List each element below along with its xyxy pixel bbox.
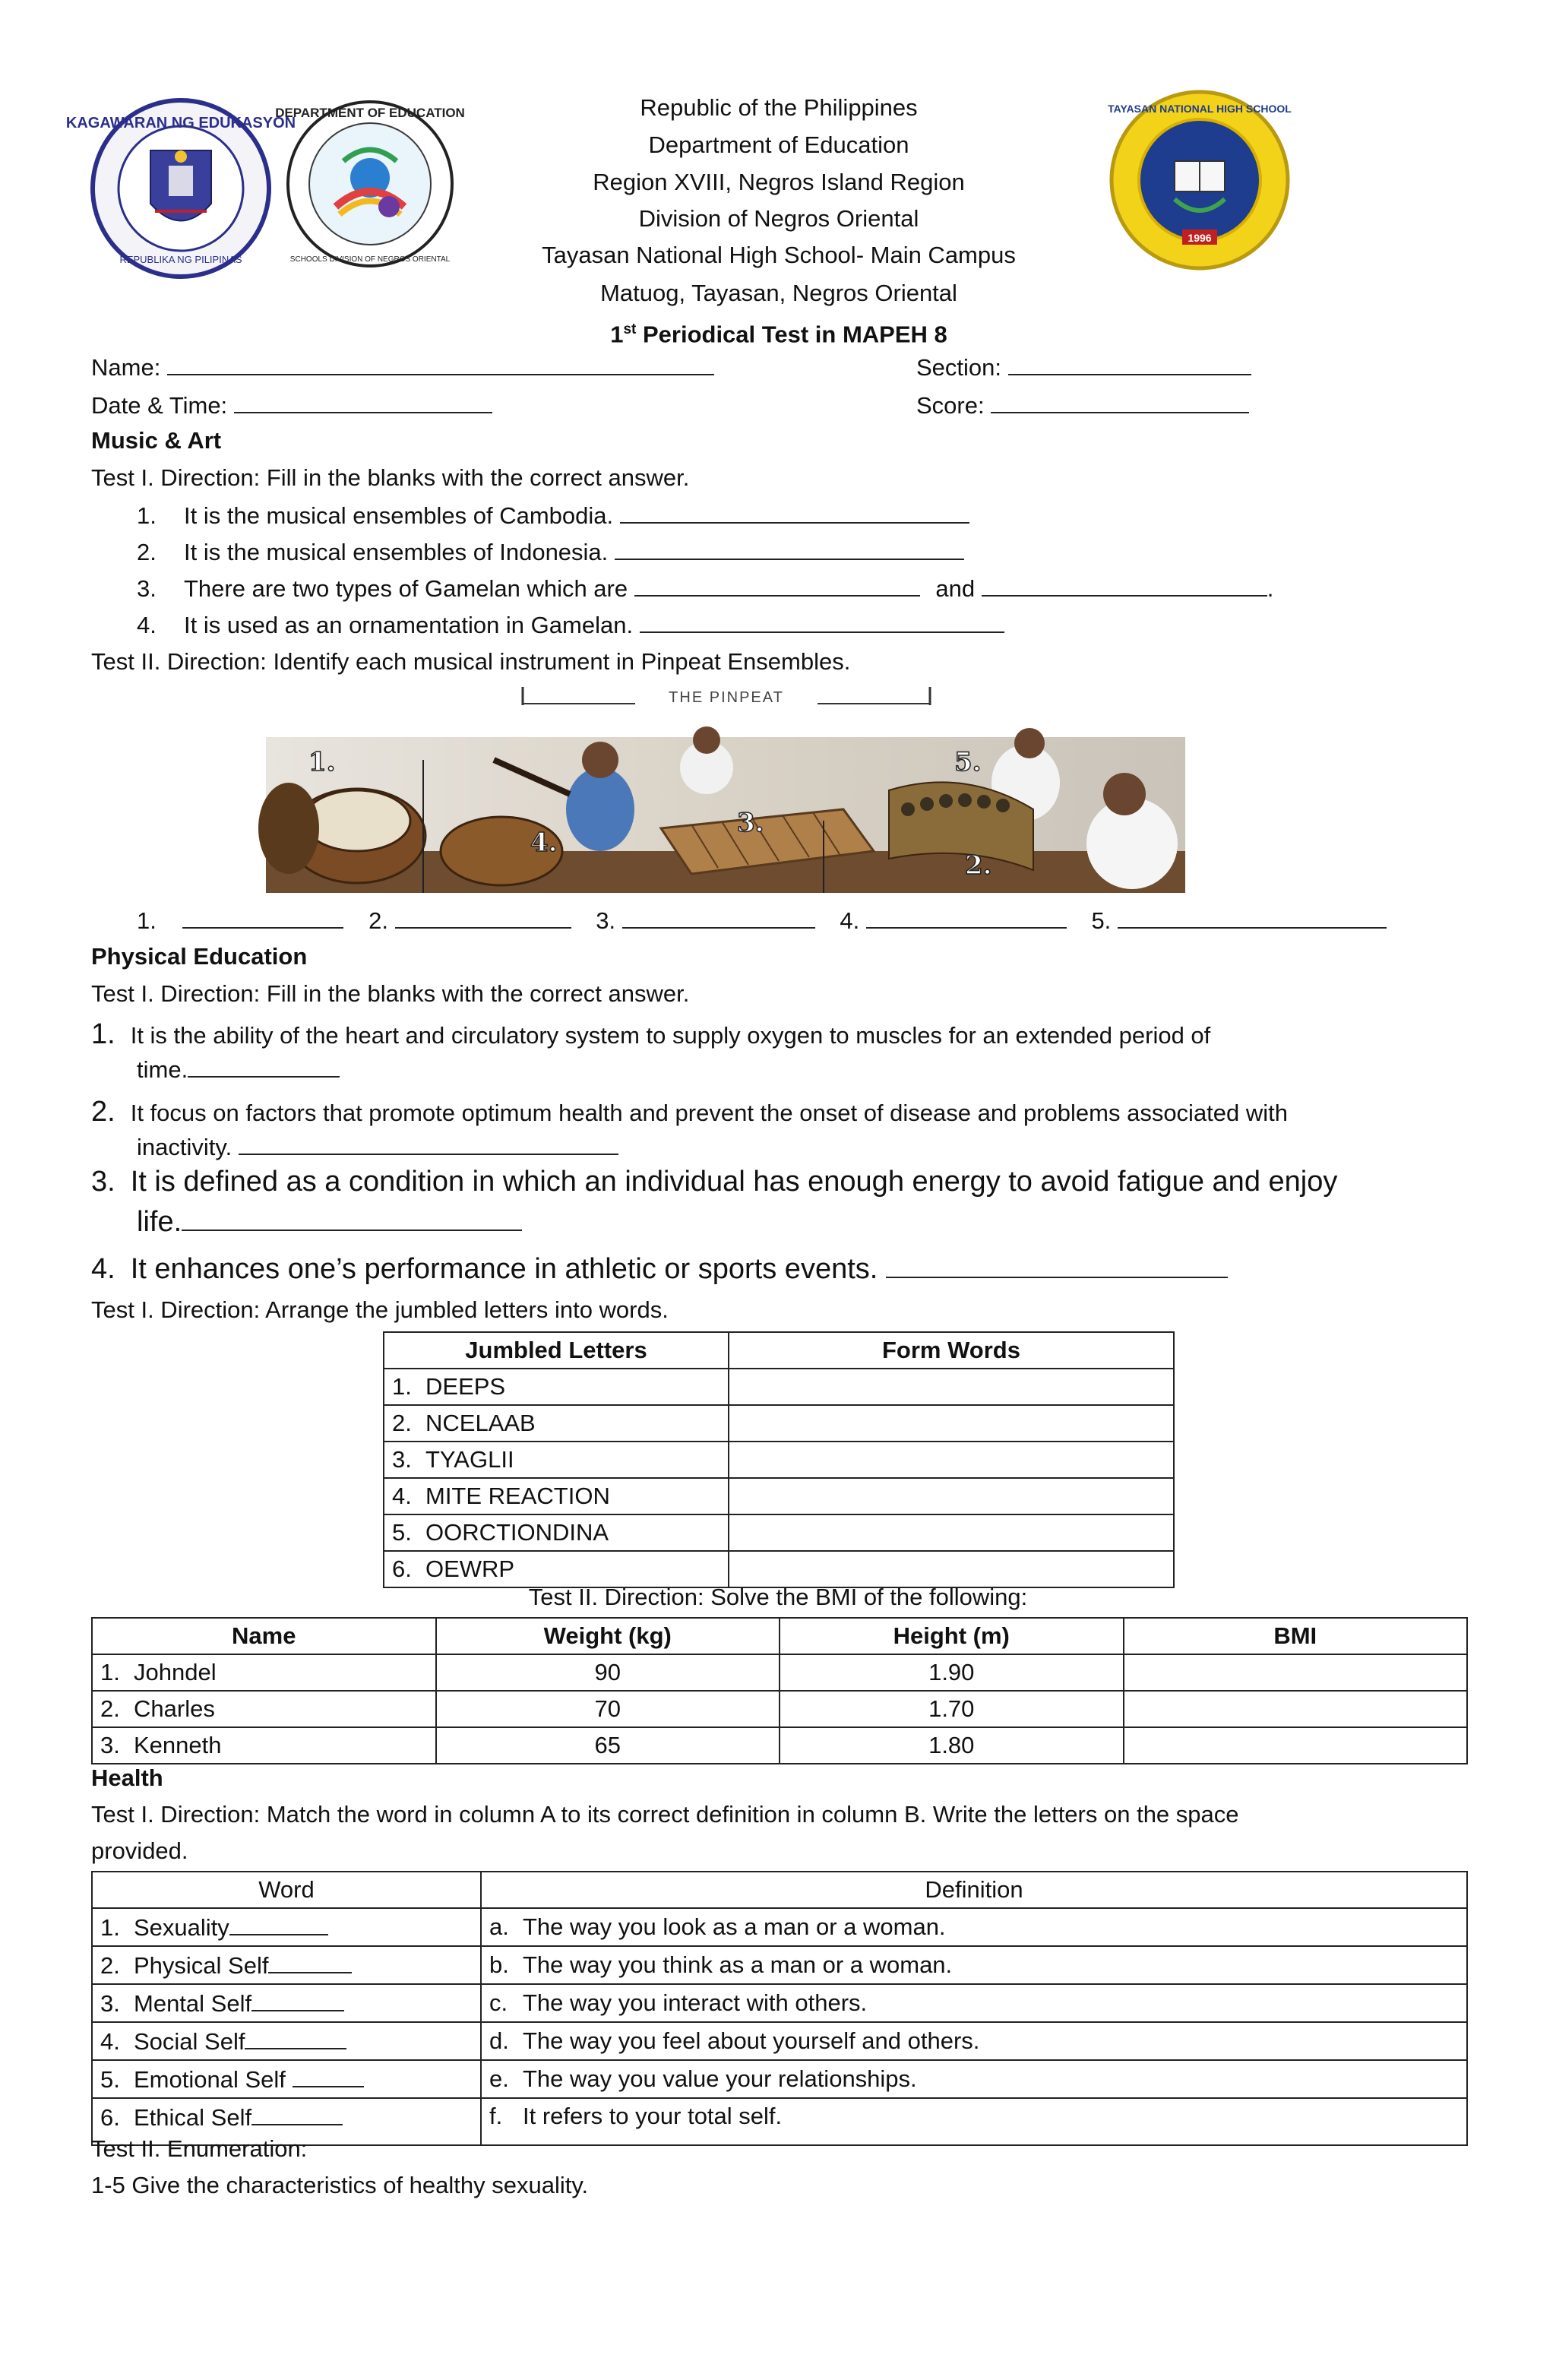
pe-item-4: 4. It enhances one’s performance in athletic or sports events.: [91, 1248, 1228, 1288]
column-header-weight: Weight (kg): [436, 1618, 780, 1654]
table-row: 1. DEEPS: [384, 1369, 1174, 1405]
answer-blank[interactable]: [1118, 904, 1387, 929]
table-row: 2. NCELAAB: [384, 1405, 1174, 1442]
music-test2-direction: Test II. Direction: Identify each musical instrument in Pinpeat Ensembles.: [91, 648, 851, 675]
pe-item-3: 3. It is defined as a condition in which an individual has enough energy to avoid fatigue and enjoy life.: [91, 1166, 1338, 1238]
answer-cell[interactable]: [729, 1369, 1174, 1405]
column-header-word: Word: [92, 1872, 481, 1908]
music-art-heading: Music & Art: [91, 427, 222, 454]
answer-blank[interactable]: [620, 499, 969, 524]
name-field[interactable]: Name:: [91, 351, 714, 383]
answer-cell[interactable]: [1124, 1727, 1468, 1764]
pe-item-2: 2. It focus on factors that promote optimum health and prevent the onset of disease and problems associated with inactivity.: [91, 1096, 1289, 1160]
answer-blank[interactable]: [615, 536, 964, 560]
answer-blank[interactable]: [251, 2101, 343, 2125]
answer-cell[interactable]: [729, 1514, 1174, 1551]
music-test1-direction: Test I. Direction: Fill in the blanks with the correct answer.: [91, 464, 690, 491]
photo-label-4: 4.: [530, 828, 558, 858]
header-region: Region XVIII, Negros Island Region: [593, 169, 965, 195]
answer-blank[interactable]: [634, 572, 920, 597]
table-row: 6. OEWRP: [384, 1551, 1174, 1587]
school-seal-logo: [1106, 85, 1293, 275]
answer-cell[interactable]: [729, 1442, 1174, 1478]
header-address: Matuog, Tayasan, Negros Oriental: [600, 280, 957, 306]
table-header-row: [92, 1872, 1467, 1908]
column-header-form-words: Form Words: [729, 1332, 1174, 1369]
answer-blank[interactable]: [886, 1248, 1228, 1278]
matching-table: [91, 1871, 1468, 2146]
column-header-height: Height (m): [780, 1618, 1124, 1654]
pinpeat-caption: THE PINPEAT: [669, 689, 784, 706]
answer-blank[interactable]: [229, 1911, 328, 1935]
photo-label-3: 3.: [737, 808, 764, 838]
health-test1-direction-line2: provided.: [91, 1837, 188, 1864]
score-field[interactable]: Score:: [916, 389, 1249, 421]
music-item-3: 3. There are two types of Gamelan which are and .: [137, 572, 1273, 604]
table-row: 1. Sexuality a. The way you look as a man or a woman.: [92, 1908, 1467, 1946]
table-row: 4. MITE REACTION: [384, 1478, 1174, 1514]
pe-jumble-direction: Test I. Direction: Arrange the jumbled letters into words.: [91, 1296, 669, 1323]
music-item-1: 1. It is the musical ensembles of Cambodia.: [137, 499, 969, 531]
table-row: 5. OORCTIONDINA: [384, 1514, 1174, 1551]
answer-cell[interactable]: [729, 1478, 1174, 1514]
health-test2-item: 1-5 Give the characteristics of healthy sexuality.: [91, 2172, 589, 2198]
pinpeat-caption-bracket: [521, 684, 931, 710]
answer-blank[interactable]: [982, 572, 1267, 597]
header-division: Division of Negros Oriental: [638, 205, 919, 232]
bmi-direction: Test II. Direction: Solve the BMI of the following:: [528, 1584, 1028, 1610]
pe-test1-direction: Test I. Direction: Fill in the blanks with the correct answer.: [91, 980, 690, 1007]
answer-blank[interactable]: [268, 1949, 352, 1973]
answer-blank[interactable]: [182, 904, 343, 929]
deped-seal-logo: [65, 97, 296, 280]
answer-blank[interactable]: [188, 1053, 340, 1078]
answer-blank[interactable]: [182, 1201, 522, 1231]
column-header-bmi: BMI: [1124, 1618, 1468, 1654]
table-header-row: [384, 1332, 1174, 1369]
table-row: 6. Ethical Self f. It refers to your total self.: [92, 2098, 1467, 2145]
photo-label-5: 5.: [954, 747, 982, 777]
table-row: 5. Emotional Self e. The way you value your relationships.: [92, 2060, 1467, 2098]
division-logo-bottom-text: SCHOOLS DIVISION OF NEGROS ORIENTAL: [289, 255, 451, 264]
answer-cell[interactable]: [729, 1405, 1174, 1442]
music-item-2: 2. It is the musical ensembles of Indonesia.: [137, 536, 964, 568]
answer-blank[interactable]: [622, 904, 815, 929]
jumbled-letters-table: [383, 1331, 1175, 1588]
answer-blank[interactable]: [239, 1131, 618, 1155]
school-seal-year: 1996: [1188, 232, 1212, 244]
answer-blank[interactable]: [640, 609, 1004, 633]
column-header-name: Name: [92, 1618, 436, 1654]
pinpeat-photo: [266, 737, 1185, 893]
datetime-field[interactable]: Date & Time:: [91, 389, 492, 421]
header-school: Tayasan National High School- Main Campus: [542, 242, 1016, 268]
division-logo-text: DEPARTMENT OF EDUCATION: [275, 106, 465, 120]
answer-blank[interactable]: [251, 1987, 344, 2011]
answer-cell[interactable]: [1124, 1654, 1468, 1691]
page-title: 1st Periodical Test in MAPEH 8: [610, 321, 947, 348]
header-department: Department of Education: [648, 131, 909, 158]
table-row: 3. Kenneth 65 1.80: [92, 1727, 1467, 1764]
header-republic: Republic of the Philippines: [640, 94, 918, 121]
table-row: 3. TYAGLII: [384, 1442, 1174, 1478]
table-header-row: [92, 1618, 1467, 1654]
school-seal-text: TAYASAN NATIONAL HIGH SCHOOL: [1108, 103, 1292, 115]
answer-blank[interactable]: [395, 904, 571, 929]
pe-heading: Physical Education: [91, 943, 308, 970]
music-item-4: 4. It is used as an ornamentation in Gamelan.: [137, 609, 1004, 641]
answer-blank[interactable]: [245, 2025, 346, 2049]
deped-seal-bottom-text: REPUBLIKA NG PILIPINAS: [119, 254, 242, 265]
table-row: 4. Social Self d. The way you feel about yourself and others.: [92, 2022, 1467, 2060]
table-row: 2. Charles 70 1.70: [92, 1691, 1467, 1727]
photo-label-2: 2.: [965, 850, 992, 881]
health-test1-direction-line1: Test I. Direction: Match the word in column A to its correct definition in column B. Write the letters on the space: [91, 1801, 1239, 1828]
photo-label-1: 1.: [308, 747, 336, 777]
section-field[interactable]: Section:: [916, 351, 1251, 383]
deped-seal-text: KAGAWARAN NG EDUKASYON: [65, 115, 296, 131]
health-heading: Health: [91, 1764, 163, 1791]
table-row: 1. Johndel 90 1.90: [92, 1654, 1467, 1691]
bmi-table: [91, 1617, 1468, 1764]
table-row: 2. Physical Self b. The way you think as a man or a woman.: [92, 1946, 1467, 1984]
answer-blank[interactable]: [866, 904, 1067, 929]
column-header-jumbled: Jumbled Letters: [384, 1332, 729, 1369]
pinpeat-answer-row: 1. 2. 3. 4. 5.: [137, 904, 1387, 936]
column-header-definition: Definition: [481, 1872, 1467, 1908]
table-row: 3. Mental Self c. The way you interact with others.: [92, 1984, 1467, 2022]
answer-blank[interactable]: [293, 2063, 364, 2087]
pe-item-1: 1. It is the ability of the heart and circulatory system to supply oxygen to muscles for an extended period of time.: [91, 1018, 1211, 1083]
answer-cell[interactable]: [1124, 1691, 1468, 1727]
health-test2-heading: Test II. Enumeration:: [91, 2135, 308, 2162]
